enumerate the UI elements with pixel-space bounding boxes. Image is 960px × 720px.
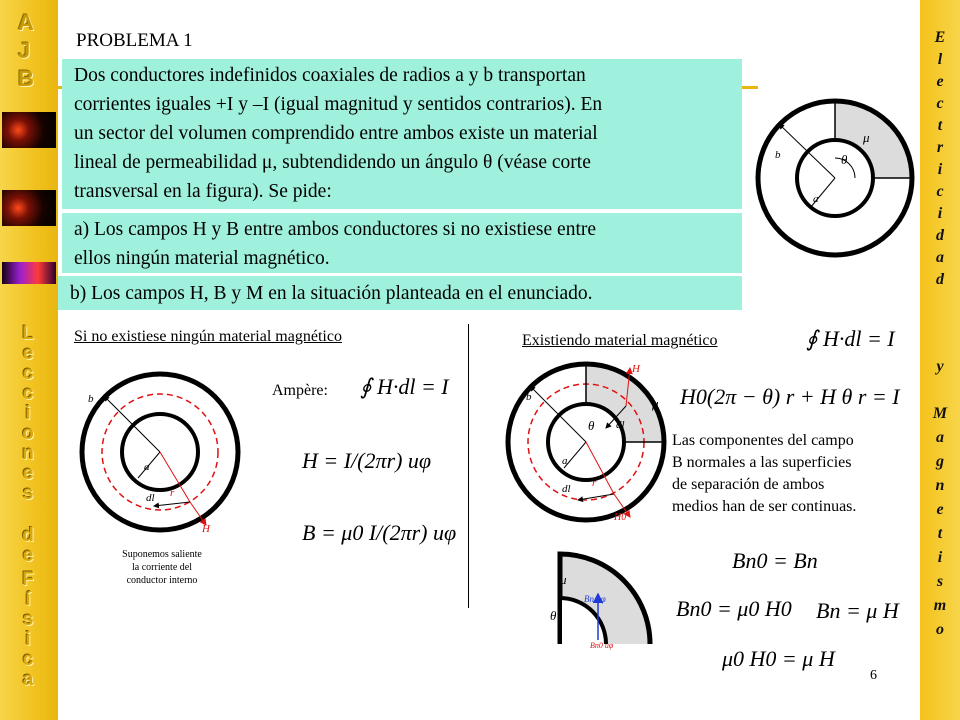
assumption-line: la corriente del [132, 562, 192, 573]
mu-label: μ [652, 396, 659, 411]
sidebar-letter: d [22, 525, 34, 546]
sidebar-letter: d [936, 227, 944, 244]
sidebar-letter: e [936, 501, 944, 518]
sidebar-letter: a [936, 429, 944, 446]
h-field-equation: H = I/(2πr) uφ [302, 448, 432, 473]
statement-box [62, 59, 742, 209]
sidebar-letter: c [22, 383, 34, 404]
sidebar-letter: r [936, 139, 944, 156]
lab-photo-3 [2, 262, 56, 284]
sidebar-letter: s [936, 573, 944, 590]
lab-photo-1 [2, 112, 56, 148]
logo-letter-b: B [18, 66, 34, 91]
heading-with-material: Existiendo material magnético [522, 332, 718, 349]
sidebar-letter: o [22, 423, 34, 444]
part-b-text: b) Los campos H, B y M en la situación planteada en el enunciado. [70, 283, 593, 304]
sidebar-letter: s [22, 609, 34, 630]
h0-label: H0 [614, 512, 627, 523]
sidebar-word-y: y [936, 358, 944, 375]
logo-letter-j: J [18, 38, 31, 63]
bn-equation: Bn = μ H [816, 598, 899, 623]
r-label: r [170, 487, 175, 499]
assumption-line: Suponemos saliente [122, 549, 202, 560]
part-b-box [58, 276, 742, 310]
bn-vector-label: Bn uφ [584, 594, 606, 604]
part-a-line: a) Los campos H y B entre ambos conductores si no existiese entre [74, 219, 597, 240]
b-label: b [775, 149, 781, 161]
statement-line: corrientes iguales +I y –I (igual magnitud y sentidos contrarios). En [74, 94, 603, 115]
statement-line: Dos conductores indefinidos coaxiales de radios a y b transportan [74, 65, 586, 86]
a-label: a [144, 461, 150, 473]
ampere-equation-right: ∮ H·dl = I [806, 326, 895, 351]
sidebar-letter: s [22, 483, 34, 504]
sidebar-letter: c [936, 183, 944, 200]
sidebar-letter: c [22, 363, 34, 384]
page-title: PROBLEMA 1 [76, 30, 193, 51]
final-equation: μ0 H0 = μ H [722, 646, 835, 671]
statement-line: transversal en la figura). Se pide: [74, 181, 332, 202]
sidebar-letter: c [936, 95, 944, 112]
sidebar-letter: í [25, 589, 31, 610]
bn0-equation: Bn0 = μ0 H0 [676, 596, 792, 621]
coaxial-figure-empty [78, 370, 248, 540]
statement-line: lineal de permeabilidad μ, subtendidendo un ángulo θ (véase corte [74, 152, 591, 173]
mu-label: μ [863, 130, 870, 145]
sidebar-letter: g [936, 453, 944, 470]
sidebar-letter: t [937, 525, 943, 542]
lab-photo-2 [2, 190, 56, 226]
column-divider [468, 324, 469, 608]
heading-no-material: Si no existiese ningún material magnético [74, 328, 342, 345]
continuity-line: de separación de ambos [672, 476, 825, 493]
sidebar-letter: m [933, 597, 947, 614]
theta-label: θ [588, 418, 595, 433]
a-label: a [562, 455, 568, 467]
sidebar-letter: e [936, 73, 944, 90]
sidebar-letter: i [937, 161, 943, 178]
ampere-equation: ∮ H·dl = I [360, 374, 449, 399]
b-label: b [88, 393, 94, 405]
sidebar-letter: i [25, 403, 31, 424]
sidebar-letter: l [937, 51, 943, 68]
a-label: a [813, 193, 819, 205]
sidebar-letter: F [22, 569, 34, 590]
ampere-material-equation: H0(2π − θ) r + H θ r = I [680, 384, 900, 409]
b-field-equation: B = μ0 I/(2πr) uφ [302, 520, 457, 545]
sidebar-letter: n [22, 443, 34, 464]
theta-label: θ [550, 608, 557, 623]
theta-label: θ [841, 152, 848, 167]
h-label: H [632, 363, 640, 375]
logo-letter-a: A [18, 10, 34, 35]
coaxial-figure-material [506, 362, 676, 532]
mu-label: μ [560, 572, 567, 587]
ampere-label: Ampère: [272, 382, 328, 399]
r-label: r [592, 477, 597, 489]
sidebar-letter: a [936, 249, 944, 266]
bn0-vector-label: Bn0 uφ [590, 641, 614, 650]
dl-label: dl [562, 483, 571, 495]
sidebar-letter: L [22, 323, 34, 344]
sidebar-letter: a [22, 669, 34, 690]
dl-label: dl [146, 492, 155, 504]
continuity-note [672, 430, 856, 518]
assumption-line: conductor interno [126, 575, 198, 586]
continuity-line: Las componentes del campo [672, 432, 854, 449]
continuity-line: B normales a las superficies [672, 454, 852, 471]
sidebar-letter: i [937, 549, 943, 566]
statement-line: un sector del volumen comprendido entre ambos existe un material [74, 123, 598, 144]
sidebar-letter: d [936, 271, 944, 288]
sidebar-letter: t [937, 117, 943, 134]
sidebar-letter: M [932, 405, 948, 422]
cross-section-figure [755, 98, 915, 258]
sidebar-letter: i [25, 629, 31, 650]
boundary-detail-figure [540, 548, 650, 658]
h-label: H [202, 523, 210, 535]
sidebar-letter: o [936, 621, 944, 638]
sidebar-letter: e [22, 545, 34, 566]
sidebar-letter: e [22, 463, 34, 484]
dl-label: dl [616, 419, 625, 431]
sidebar-letter: c [22, 649, 34, 670]
assumption-note [92, 548, 232, 587]
part-a-line: ellos ningún material magnético. [74, 248, 330, 269]
part-a-box [62, 213, 742, 273]
sidebar-letter: i [937, 205, 943, 222]
page-number: 6 [870, 668, 877, 683]
continuity-line: medios han de ser continuas. [672, 498, 857, 515]
bn-continuity-equation: Bn0 = Bn [732, 548, 818, 573]
b-label: b [526, 391, 532, 403]
sidebar-letter: n [935, 477, 945, 494]
sidebar-letter: E [934, 29, 946, 46]
sidebar-letter: e [22, 343, 34, 364]
